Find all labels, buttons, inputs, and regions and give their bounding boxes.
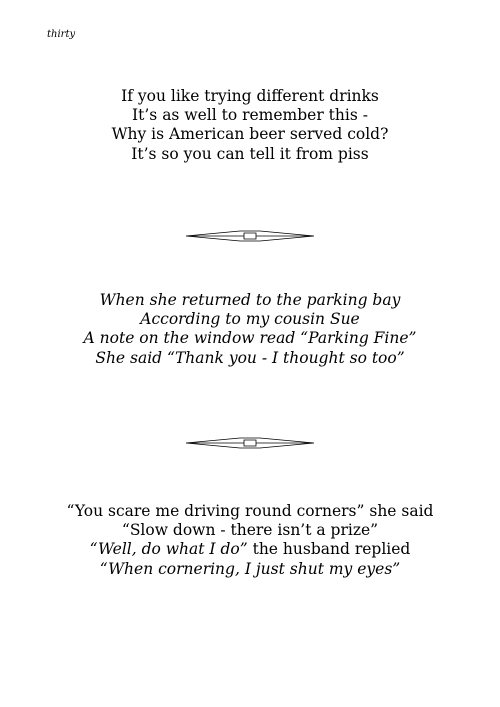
verse-line: “When cornering, I just shut my eyes” bbox=[99, 559, 401, 578]
verse-line: When she returned to the parking bay bbox=[99, 291, 401, 309]
verse-line: It’s as well to remember this - bbox=[132, 106, 368, 125]
page-number: thirty bbox=[47, 29, 76, 40]
verse-parking bbox=[0, 291, 500, 368]
verse-beer bbox=[0, 87, 500, 164]
verse-line: She said “Thank you - I thought so too” bbox=[95, 348, 405, 367]
verse-line: A note on the window read “Parking Fine” bbox=[83, 329, 417, 348]
verse-line: According to my cousin Sue bbox=[140, 310, 360, 329]
verse-line: “Slow down - there isn’t a prize” bbox=[121, 521, 379, 540]
verse-line: If you like trying different drinks bbox=[121, 87, 379, 105]
double-arrow-ornament-icon bbox=[185, 229, 315, 243]
verse-line: It’s so you can tell it from piss bbox=[131, 144, 369, 163]
verse-corners bbox=[0, 502, 500, 579]
double-arrow-ornament-icon bbox=[185, 436, 315, 450]
verse-line: “You scare me driving round corners” she said bbox=[66, 502, 434, 520]
verse-line-italic-part: “Well, do what I do” bbox=[89, 540, 248, 559]
verse-line: Why is American beer served cold? bbox=[111, 125, 389, 144]
verse-line-mixed bbox=[0, 540, 500, 559]
verse-line-plain-part: the husband replied bbox=[247, 540, 411, 559]
